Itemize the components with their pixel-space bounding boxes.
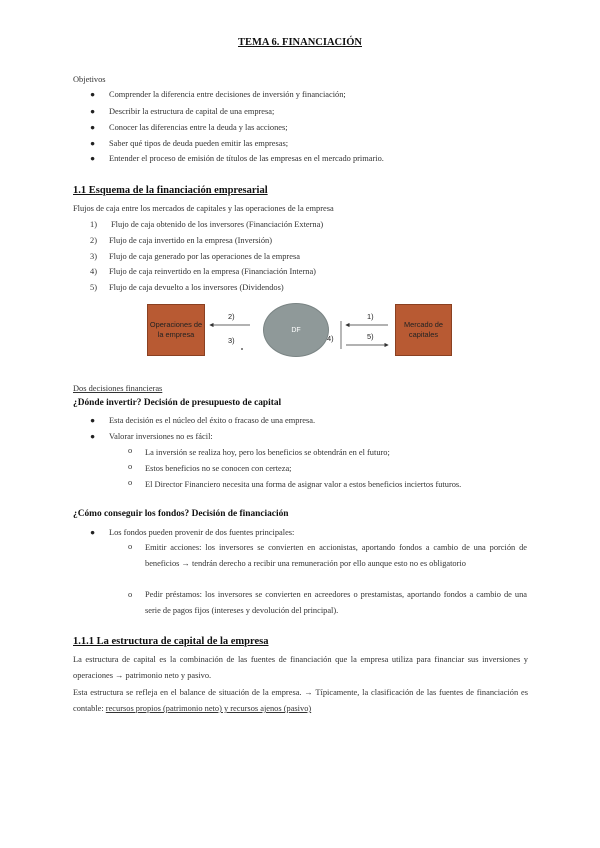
- sub-list-item: Emitir acciones: los inversores se convierten en accionistas, aportando fondos a cambio de una porción de beneficios → tendrán derecho a recibir una remuneración por ello aunque esto no es obligatorio: [145, 543, 527, 568]
- list-number: 4): [90, 267, 97, 276]
- list-item: Los fondos pueden provenir de dos fuentes principales:: [109, 528, 295, 537]
- bullet-icon: ●: [90, 123, 96, 132]
- bullet-icon: ●: [90, 432, 96, 441]
- paragraph-underlined-text: recursos propios (patrimonio neto) y recursos ajenos (pasivo): [105, 704, 312, 713]
- question-heading: ¿Cómo conseguir los fondos? Decisión de financiación: [73, 509, 289, 519]
- list-item: Flujo de caja obtenido de los inversores (Financiación Externa): [111, 220, 324, 229]
- df-label: DF: [291, 326, 301, 334]
- label-flow-3: 3): [228, 336, 235, 345]
- list-item: Describir la estructura de capital de una empresa;: [109, 107, 275, 116]
- bullet-icon: ●: [90, 139, 96, 148]
- label-flow-2: 2): [228, 312, 235, 321]
- label-flow-5: 5): [367, 332, 374, 341]
- subsection-label: Dos decisiones financieras: [73, 384, 163, 393]
- circle-bullet-icon: o: [128, 478, 133, 487]
- list-item: Esta decisión es el núcleo del éxito o fracaso de una empresa.: [109, 416, 316, 425]
- list-number: 3): [90, 252, 97, 261]
- list-item: Flujo de caja reinvertido en la empresa (Financiación Interna): [109, 267, 316, 276]
- list-number: 1): [90, 220, 97, 229]
- bullet-icon: ●: [90, 107, 96, 116]
- list-item: Valorar inversiones no es fácil:: [109, 432, 213, 441]
- question-heading: ¿Dónde invertir? Decisión de presupuesto de capital: [73, 398, 282, 408]
- section-intro: Flujos de caja entre los mercados de capitales y las operaciones de la empresa: [73, 204, 334, 213]
- list-item: Flujo de caja generado por las operaciones de la empresa: [109, 252, 300, 261]
- operations-box-label: Operaciones de la empresa: [149, 320, 203, 339]
- list-item: Saber qué tipos de deuda pueden emitir las empresas;: [109, 139, 289, 148]
- paragraph-text: Esta estructura se refleja en el balance de situación de la empresa. → Típicamente, la clasificación de las fuentes de financiación es contable:: [73, 688, 528, 713]
- arrow-operations-dot: [241, 348, 243, 350]
- sub-list-item: Estos beneficios no se conocen con certeza;: [145, 464, 292, 473]
- section-heading: 1.1 Esquema de la financiación empresarial: [73, 185, 268, 196]
- circle-bullet-icon: o: [128, 590, 133, 599]
- page-title: TEMA 6. FINANCIACIÓN: [238, 37, 362, 48]
- circle-bullet-icon: o: [128, 542, 133, 551]
- list-number: 5): [90, 283, 97, 292]
- bullet-icon: ●: [90, 90, 96, 99]
- list-item: Comprender la diferencia entre decisiones de inversión y financiación;: [109, 90, 346, 99]
- paragraph: La estructura de capital es la combinación de las fuentes de financiación que la empresa utiliza para financiar sus inversiones y operaciones → patrimonio neto y pasivo.: [73, 655, 528, 680]
- bullet-icon: ●: [90, 154, 96, 163]
- capital-markets-box-label: Mercado de capitales: [403, 320, 444, 339]
- list-item: Conocer las diferencias entre la deuda y las acciones;: [109, 123, 288, 132]
- label-flow-4: 4): [327, 334, 334, 343]
- circle-bullet-icon: o: [128, 446, 133, 455]
- list-item: Entender el proceso de emisión de títulos de las empresas en el mercado primario.: [109, 154, 384, 163]
- list-item: Flujo de caja devuelto a los inversores (Dividendos): [109, 283, 284, 292]
- list-item: Flujo de caja invertido en la empresa (Inversión): [109, 236, 273, 245]
- list-number: 2): [90, 236, 97, 245]
- bullet-icon: ●: [90, 528, 96, 537]
- sub-list-item: Pedir préstamos: los inversores se convierten en acreedores o prestamistas, aportando fondos a cambio de una serie de pagos fijos (intereses y devolución del principal).: [145, 590, 527, 615]
- label-flow-1: 1): [367, 312, 374, 321]
- bullet-icon: ●: [90, 416, 96, 425]
- objectives-label: Objetivos: [73, 75, 106, 84]
- sub-list-item: La inversión se realiza hoy, pero los beneficios se obtendrán en el futuro;: [145, 448, 390, 457]
- section-heading: 1.1.1 La estructura de capital de la empresa: [73, 636, 269, 647]
- circle-bullet-icon: o: [128, 462, 133, 471]
- paragraph: [73, 685, 528, 717]
- sub-list-item: El Director Financiero necesita una forma de asignar valor a estos beneficios inciertos futuros.: [145, 480, 462, 489]
